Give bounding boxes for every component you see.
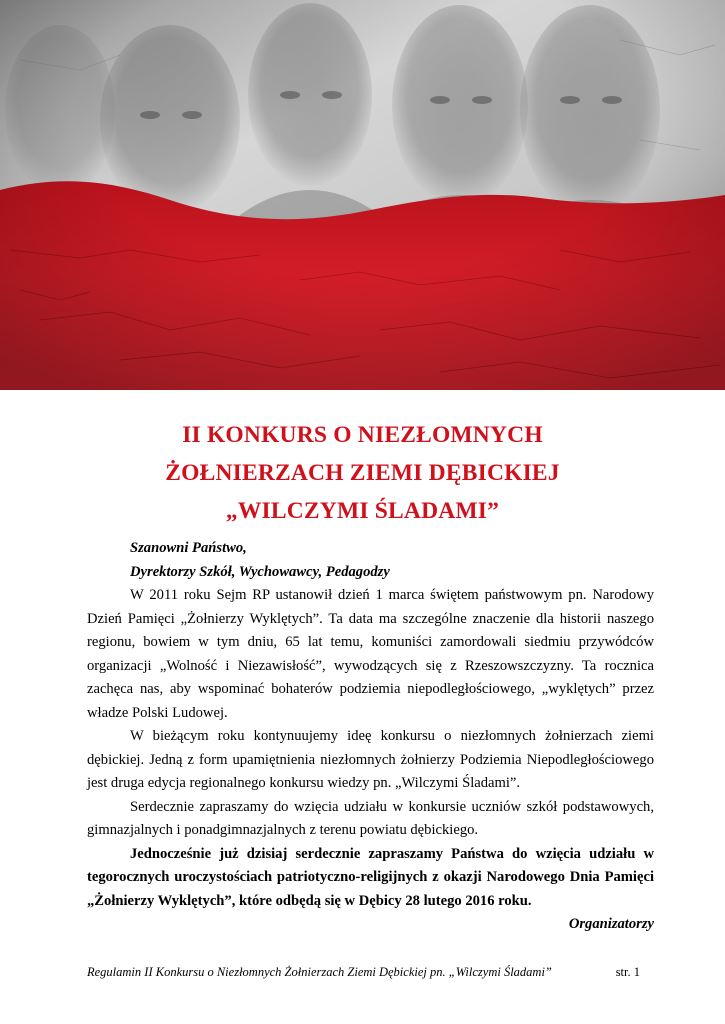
salutation-line-1: Szanowni Państwo, xyxy=(130,540,247,556)
signature: Organizatorzy xyxy=(568,916,654,932)
title-line-1: II KONKURS O NIEZŁOMNYCH xyxy=(182,422,543,448)
document-title xyxy=(0,416,725,530)
memorial-banner-image xyxy=(0,0,725,390)
flag-portraits-illustration xyxy=(0,0,725,390)
page-number: str. 1 xyxy=(615,965,640,979)
page-footer xyxy=(87,965,640,980)
title-line-3: „WILCZYMI ŚLADAMI” xyxy=(225,498,500,524)
letter-body xyxy=(87,537,654,937)
title-line-2: ŻOŁNIERZACH ZIEMI DĘBICKIEJ xyxy=(165,460,560,486)
paragraph-3: Serdecznie zapraszamy do wzięcia udziału w konkursie uczniów szkół podstawowych, gimnazjalnych i ponadgimnazjalnych z terenu powiatu dębickiego. xyxy=(87,798,654,838)
footer-text: Regulamin II Konkursu o Niezłomnych Żołnierzach Ziemi Dębickiej pn. „Wilczymi Śladami” xyxy=(87,965,552,979)
paragraph-2: W bieżącym roku kontynuujemy ideę konkursu o niezłomnych żołnierzach ziemi dębickiej. Jedną z form upamiętnienia niezłomnych żołnierzy Podziemia Niepodległościowego jest druga edycja regionalnego konkursu wiedzy pn. „Wilczymi Śladami”. xyxy=(87,728,654,791)
salutation-line-2: Dyrektorzy Szkół, Wychowawcy, Pedagodzy xyxy=(130,563,390,580)
invitation-paragraph: Jednocześnie już dzisiaj serdecznie zapraszamy Państwa do wzięcia udziału w tegorocznych uroczystościach patriotyczno-religijnych z okazji Narodowego Dnia Pamięci „Żołnierzy Wyklętych”, które odbędą się w Dębicy 28 lutego 2016 roku. xyxy=(87,845,654,909)
paragraph-1: W 2011 roku Sejm RP ustanowił dzień 1 marca świętem państwowym pn. Narodowy Dzień Pamięci „Żołnierzy Wyklętych”. Ta data ma szczególne znaczenie dla historii naszego regionu, bowiem w tym dniu, 65 lat temu, komuniści zamordowali siedmiu przywódców organizacji „Wolność i Niezawisłość”, wywodzących się z Rzeszowszczyzny. Ta rocznica zachęca nas, aby wspominać bohaterów podziemia niepodległościowego, „wyklętych” przez władze Polski Ludowej. xyxy=(87,587,654,721)
